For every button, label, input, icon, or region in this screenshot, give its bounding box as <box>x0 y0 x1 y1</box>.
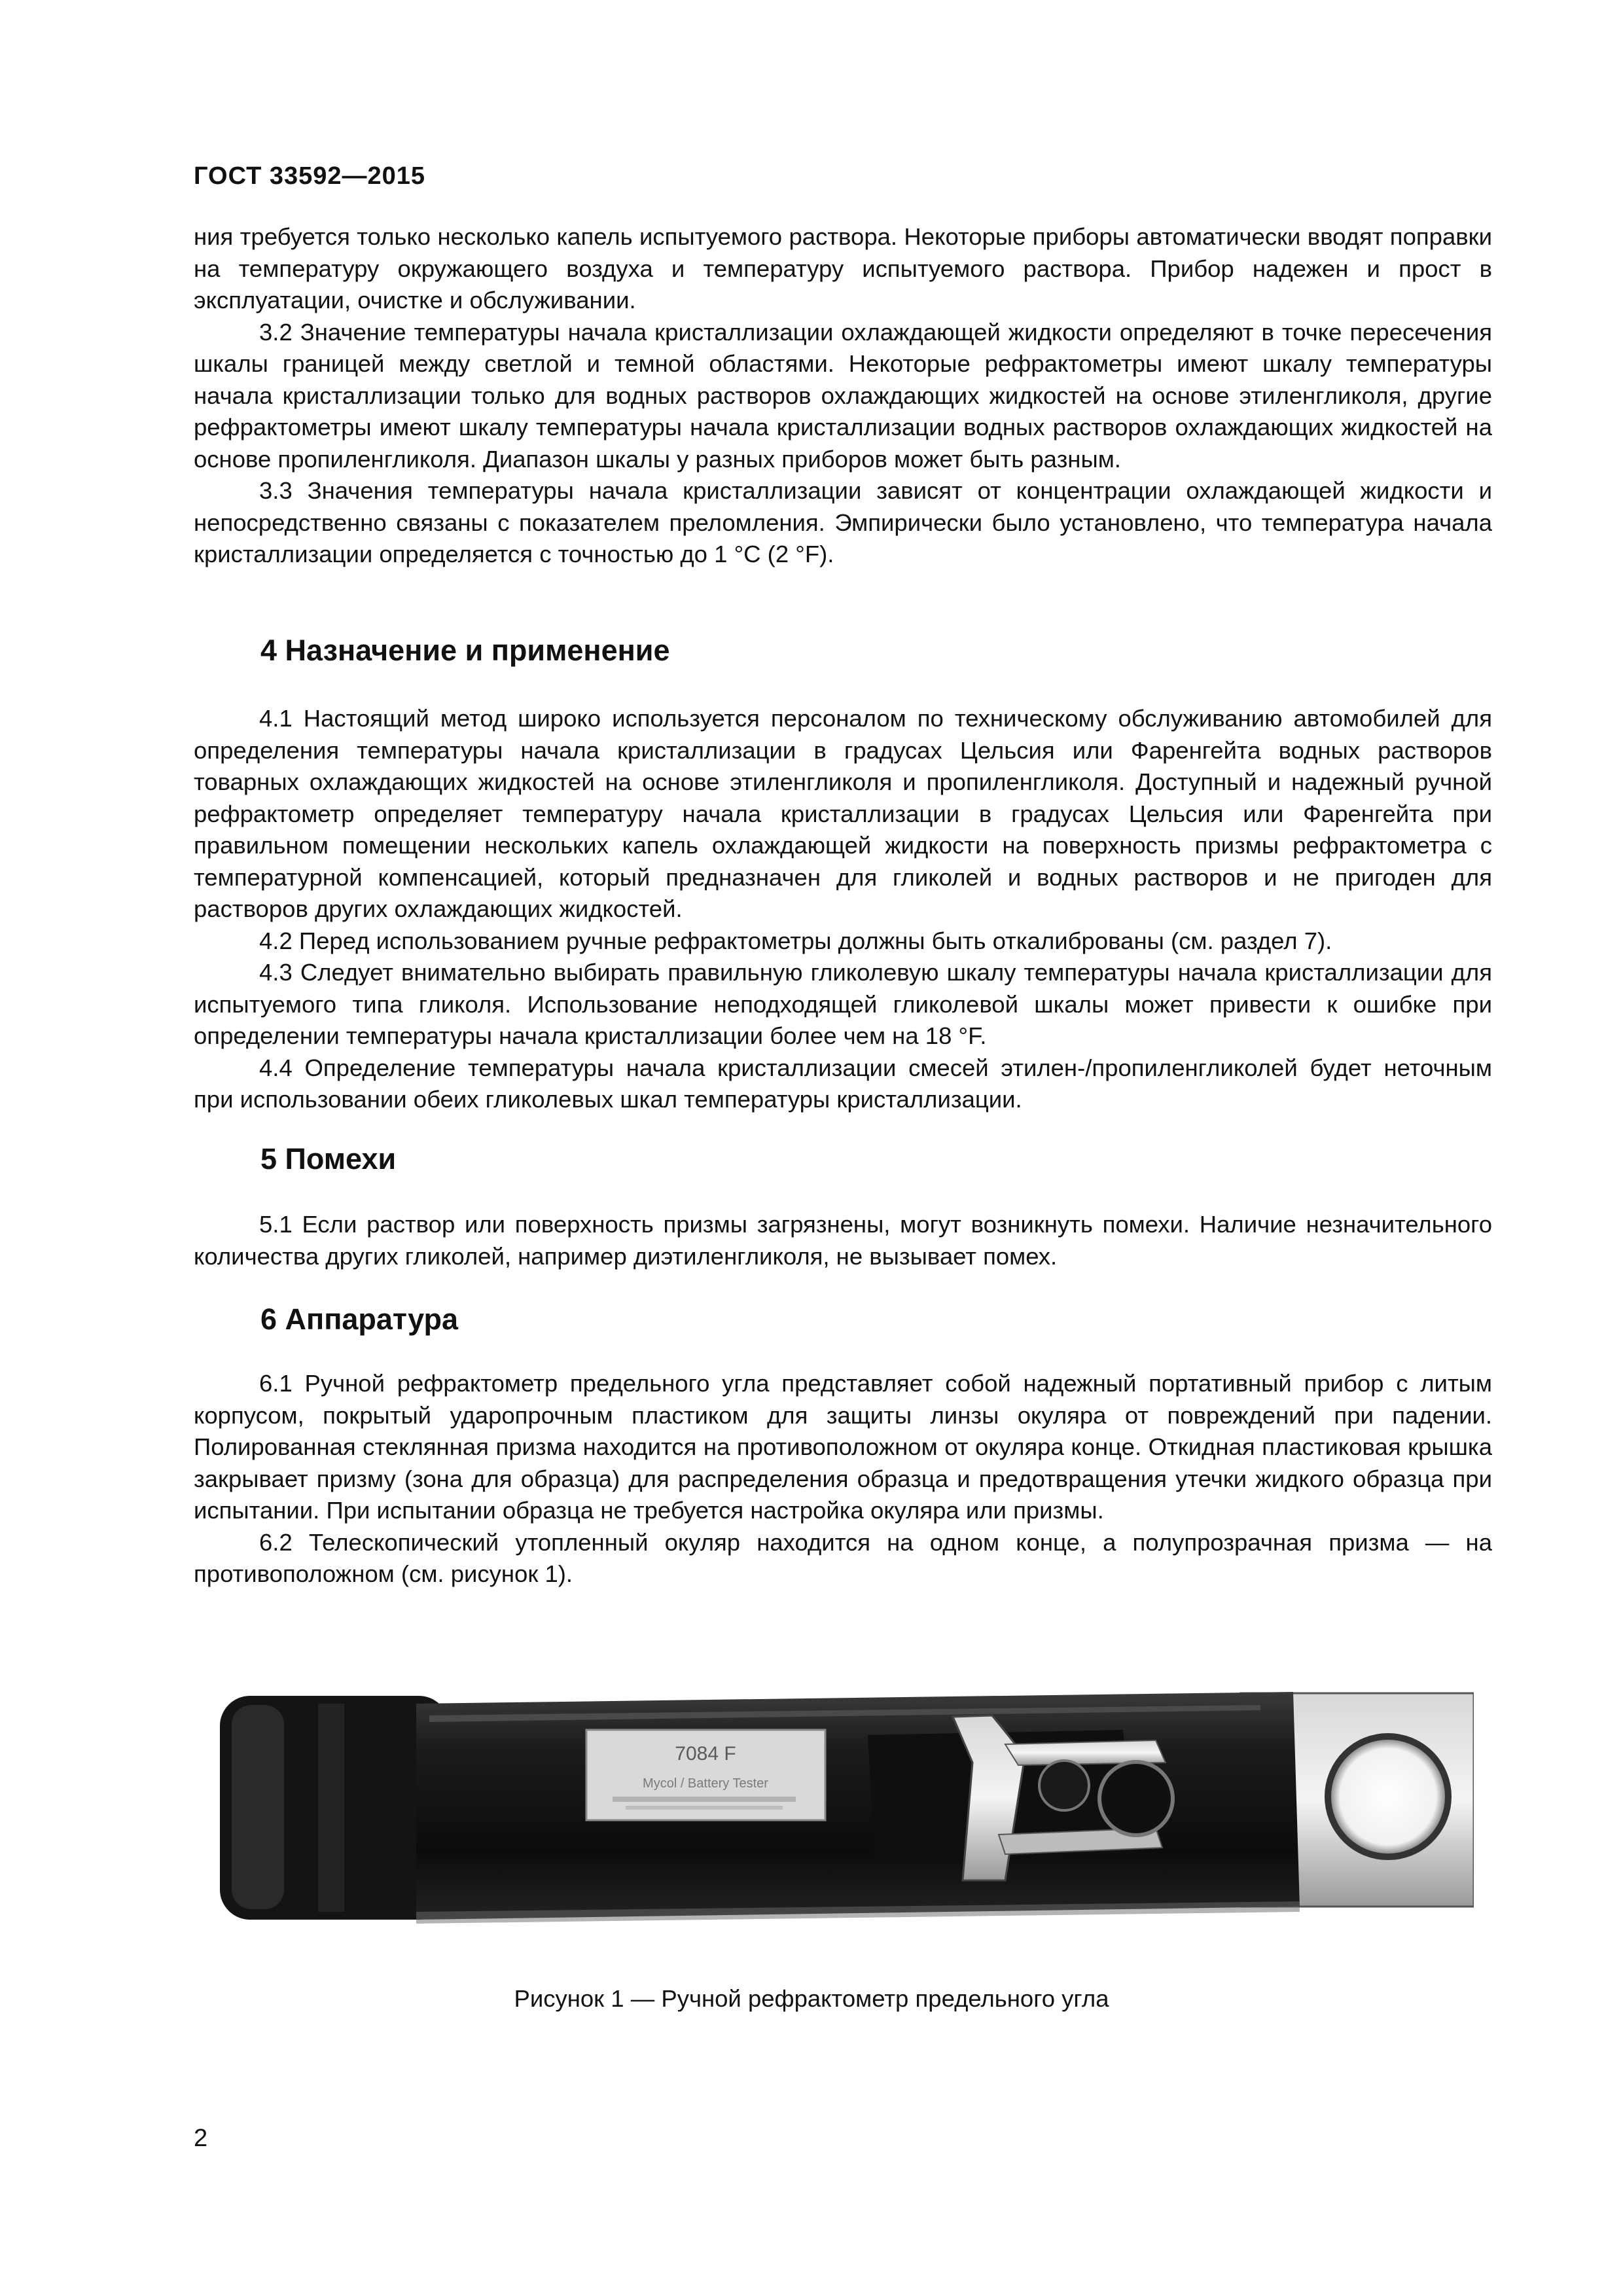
paragraph: ния требуется только несколько капель испытуемого раствора. Некоторые приборы автоматически вводят поправки на температуру окружающего воздуха и температуру испытуемого раствора. Прибор надежен и прост в эксплуатации, очистке и обслуживании. <box>194 223 1492 314</box>
figure-caption: Рисунок 1 — Ручной рефрактометр предельного угла <box>514 1985 1109 2012</box>
section-heading-4: 4 Назначение и применение <box>260 634 670 667</box>
paragraph-6-1: 6.1 Ручной рефрактометр предельного угла представляет собой надежный портативный прибор с литым корпусом, покрытый ударопрочным пластиком для защиты линзы окуляра от повреждений при падении. Полированная стеклянная призма находится на противоположном от окуляра конце. Откидная пластиковая крышка закрывает призму (зона для образца) для распределения образца и предотвращения утечки жидкого образца при испытании. При испытании образца не требуется настройка окуляра или призмы. <box>194 1370 1492 1524</box>
section-4-body <box>194 703 1492 1116</box>
section-6-body <box>194 1368 1492 1590</box>
paragraph-5-1: 5.1 Если раствор или поверхность призмы загрязнены, могут возникнуть помехи. Наличие незначительного количества других гликолей, например диэтиленгликоля, не вызывает помех. <box>194 1211 1492 1270</box>
section-5-body <box>194 1209 1492 1272</box>
document-header: ГОСТ 33592—2015 <box>194 162 426 190</box>
refractometer-photo <box>220 1684 1474 1934</box>
paragraph-4-4: 4.4 Определение температуры начала кристаллизации смесей этилен-/пропиленгликолей будет неточным при использовании обеих гликолевых шкал температуры кристаллизации. <box>194 1054 1492 1113</box>
paragraph-4-2: 4.2 Перед использованием ручные рефрактометры должны быть откалиброваны (см. раздел 7). <box>259 927 1332 954</box>
paragraph-4-3: 4.3 Следует внимательно выбирать правильную гликолевую шкалу температуры начала кристаллизации для испытуемого типа гликоля. Использование неподходящей гликолевой шкалы может привести к ошибке при определении температуры начала кристаллизации более чем на 18 °F. <box>194 959 1492 1049</box>
label-subtext: Mycol / Battery Tester <box>643 1776 768 1791</box>
section-3-continuation <box>194 221 1492 571</box>
paragraph-3-2: 3.2 Значение температуры начала кристаллизации охлаждающей жидкости определяют в точке пересечения шкалы границей между светлой и темной областями. Некоторые рефрактометры имеют шкалу температуры начала кристаллизации только для водных растворов охлаждающих жидкостей на основе этиленгликоля, другие рефрактометры имеют шкалу температуры начала кристаллизации водных растворов охлаждающих жидкостей на основе пропиленгликоля. Диапазон шкалы у разных приборов может быть разным. <box>194 318 1492 473</box>
label-model-text: 7084 F <box>675 1743 736 1765</box>
page-number: 2 <box>194 2125 208 2152</box>
paragraph-6-2: 6.2 Телескопический утопленный окуляр находится на одном конце, а полупрозрачная призма — на противоположном (см. рисунок 1). <box>194 1528 1492 1587</box>
section-heading-6: 6 Аппаратура <box>260 1302 459 1336</box>
paragraph-4-1: 4.1 Настоящий метод широко используется персоналом по техническому обслуживанию автомобилей для определения температуры начала кристаллизации в градусах Цельсия или Фаренгейта водных растворов товарных охлаждающих жидкостей на основе этиленгликоля и пропиленгликоля. Доступный и надежный ручной рефрактометр определяет температуру начала кристаллизации в градусах Цельсия или Фаренгейта при правильном помещении нескольких капель охлаждающей жидкости на поверхность призмы рефрактометра с температурной компенсацией, который предназначен для гликолей и водных растворов и не пригоден для растворов других охлаждающих жидкостей. <box>194 705 1492 922</box>
section-heading-5: 5 Помехи <box>260 1142 397 1175</box>
paragraph-3-3: 3.3 Значения температуры начала кристаллизации зависят от концентрации охлаждающей жидкости и непосредственно связаны с показателем преломления. Эмпирически было установлено, что температура начала кристаллизации определяется с точностью до 1 °C (2 °F). <box>194 477 1492 567</box>
refractometer-illustration <box>220 1684 1474 1934</box>
